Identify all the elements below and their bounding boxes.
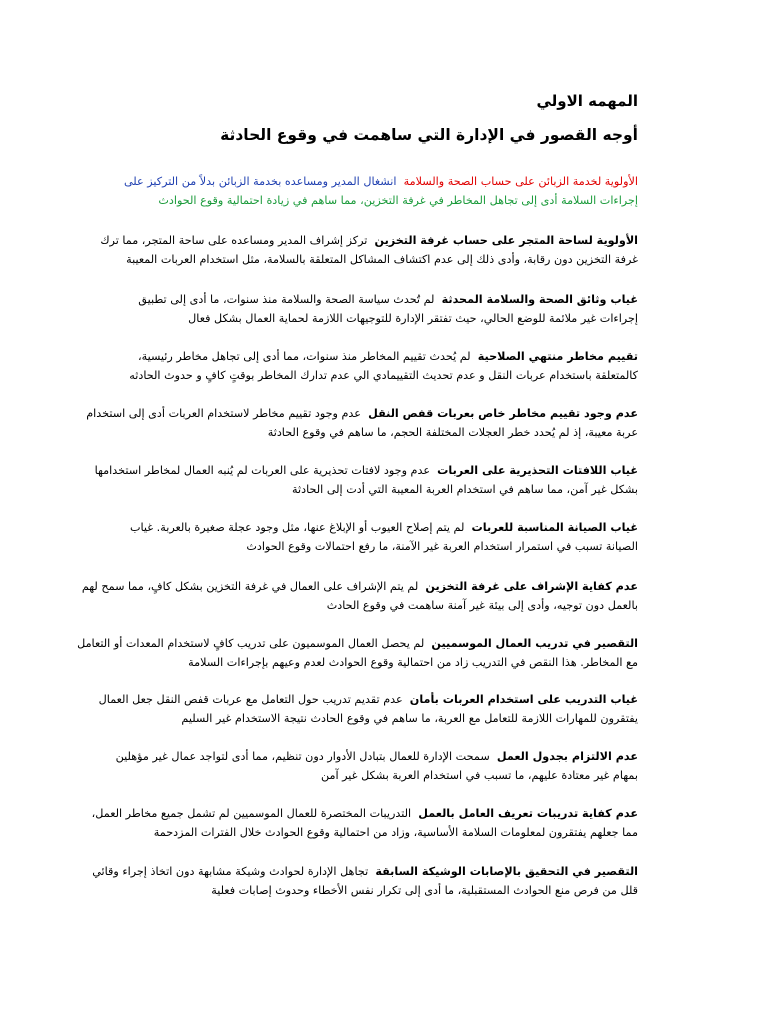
item-line-2: غرفة التخزين دون رقابة، وأدى ذلك إلى عدم اكتشاف المشاكل المتعلقة بالسلامة، مثل استخدام العربات المعيبة bbox=[126, 253, 638, 266]
item-text: تجاهل الإدارة لحوادث وشيكة مشابهة دون اتخاذ إجراء وقائي bbox=[92, 865, 369, 878]
item-line-1 bbox=[81, 577, 638, 596]
item-heading: الأولوية لخدمة الزبائن على حساب الصحة والسلامة bbox=[403, 175, 638, 188]
item-text: عدم وجود لافتات تحذيرية على العربات لم يُنبه العمال لمخاطر استخدامها bbox=[94, 464, 431, 477]
item-heading: الأولوية لساحة المتجر على حساب غرفة التخزين bbox=[374, 234, 638, 247]
item-line-1 bbox=[77, 634, 638, 653]
item-heading: غياب وثائق الصحة والسلامة المحدثة bbox=[441, 293, 638, 306]
list-item bbox=[123, 290, 638, 328]
item-line-2: إجراءات السلامة أدى إلى تجاهل المخاطر في غرفة التخزين، مما ساهم في زيادة احتمالية وقوع الحوادث bbox=[158, 194, 638, 207]
item-line-2: مع المخاطر. هذا النقص في التدريب زاد من احتمالية وقوع الحوادث لعدم وعيهم بإجراءات السلامة bbox=[188, 656, 638, 669]
item-heading: غياب التدريب على استخدام العربات بأمان bbox=[409, 693, 638, 706]
item-line-1 bbox=[98, 690, 638, 709]
item-line-2: بالعمل دون توجيه، وأدى إلى بيئة غير آمنة ساهمت في وقوع الحادث bbox=[326, 599, 638, 612]
list-item bbox=[92, 862, 638, 900]
item-line-2: بشكل غير آمن، مما ساهم في استخدام العربة المعيبة التي أدت إلى الحادثة bbox=[292, 483, 638, 496]
item-line-2: إجراءات غير ملائمة للوضع الحالي، حيث تفتقر الإدارة للتوجيهات اللازمة لحماية العمال بشكل فعال bbox=[188, 312, 638, 325]
item-text: لم يُحدث تقييم المخاطر منذ سنوات، مما أدى إلى تجاهل مخاطر رئيسية، bbox=[137, 350, 471, 363]
list-item bbox=[86, 404, 638, 442]
item-heading: غياب اللافتات التحذيرية على العربات bbox=[437, 464, 638, 477]
item-line-2: مما جعلهم يفتقرون لمعلومات السلامة الأساسية، وزاد من احتمالية وقوع الحوادث خلال الفترات المزدحمة bbox=[153, 826, 638, 839]
list-item bbox=[91, 804, 638, 842]
item-line-1 bbox=[123, 290, 638, 309]
item-line-1 bbox=[123, 172, 638, 191]
item-text: عدم وجود تقييم مخاطر لاستخدام العربات أدى إلى استخدام bbox=[86, 407, 361, 420]
item-heading: التقصير في التحقيق بالإصابات الوشيكة السابقة bbox=[375, 865, 638, 878]
item-text: عدم تقديم تدريب حول التعامل مع عربات قفص النقل جعل العمال bbox=[98, 693, 403, 706]
item-heading: تقييم مخاطر منتهي الصلاحية bbox=[477, 350, 638, 363]
item-heading: عدم وجود تقييم مخاطر خاص بعربات قفص النقل bbox=[368, 407, 638, 420]
item-line-1 bbox=[86, 404, 638, 423]
list-item bbox=[123, 518, 638, 556]
item-line-1 bbox=[91, 804, 638, 823]
item-heading: عدم كفاية الإشراف على غرفة التخزين bbox=[425, 580, 638, 593]
item-line-1 bbox=[123, 518, 638, 537]
item-line-1 bbox=[100, 231, 638, 250]
list-item bbox=[123, 172, 638, 210]
item-line-1 bbox=[123, 347, 638, 366]
list-item bbox=[115, 747, 638, 785]
item-line-1 bbox=[94, 461, 638, 480]
item-line-1 bbox=[92, 862, 638, 881]
list-item bbox=[98, 690, 638, 728]
item-heading: عدم الالتزام بجدول العمل bbox=[496, 750, 638, 763]
item-line-2: كالمتعلقة باستخدام عربات النقل و عدم تحديث التقييمادي الي عدم تدارك المخاطر بوقتٍ كافٍ و حدوث الحادثه bbox=[129, 369, 638, 382]
item-text: تركز إشراف المدير ومساعده على ساحة المتجر، مما ترك bbox=[100, 234, 368, 247]
list-item bbox=[81, 577, 638, 615]
list-item bbox=[77, 634, 638, 672]
item-line-2: بمهام غير معتادة عليهم، ما تسبب في استخدام العربة بشكل غير آمن bbox=[320, 769, 638, 782]
list-item bbox=[123, 347, 638, 385]
item-text: التدريبات المختصرة للعمال الموسميين لم تشمل جميع مخاطر العمل، bbox=[91, 807, 412, 820]
item-line-2: قلل من فرص منع الحوادث المستقبلية، ما أدى إلى تكرار نفس الأخطاء وحدوث إصابات فعلية bbox=[211, 884, 638, 897]
page-subtitle: أوجه القصور في الإدارة التي ساهمت في وقوع الحادثة bbox=[220, 126, 638, 144]
item-text: لم يتم الإشراف على العمال في غرفة التخزين بشكل كافٍ، مما سمح لهم bbox=[81, 580, 419, 593]
item-text: لم تُحدث سياسة الصحة والسلامة منذ سنوات، ما أدى إلى تطبيق bbox=[138, 293, 435, 306]
item-text: لم يحصل العمال الموسميون على تدريب كافٍ لاستخدام المعدات أو التعامل bbox=[77, 637, 425, 650]
item-text: انشغال المدير ومساعده بخدمة الزبائن بدلاً من التركيز على bbox=[123, 175, 397, 188]
item-line-2: يفتقرون للمهارات اللازمة للتعامل مع العربة، ما ساهم في وقوع الحادث نتيجة الاستخدام غير السليم bbox=[181, 712, 638, 725]
item-line-2: عربة معيبة، إذ لم يُحدد خطر العجلات المختلفة الحجم، ما ساهم في وقوع الحادثة bbox=[267, 426, 638, 439]
page-title: المهمه الاولي bbox=[536, 92, 638, 110]
item-heading: عدم كفاية تدريبات تعريف العامل بالعمل bbox=[418, 807, 638, 820]
item-heading: غياب الصيانة المناسبة للعربات bbox=[471, 521, 638, 534]
list-item bbox=[100, 231, 638, 269]
list-item bbox=[94, 461, 638, 499]
item-text: لم يتم إصلاح العيوب أو الإبلاغ عنها، مثل وجود عجلة صغيرة بالعربة. غياب bbox=[129, 521, 465, 534]
item-heading: التقصير في تدريب العمال الموسميين bbox=[431, 637, 638, 650]
item-line-1 bbox=[115, 747, 638, 766]
item-line-2: الصيانة تسبب في استمرار استخدام العربة غير الآمنة، ما رفع احتمالات وقوع الحوادث bbox=[246, 540, 638, 553]
item-text: سمحت الإدارة للعمال بتبادل الأدوار دون تنظيم، مما أدى لتواجد عمال غير مؤهلين bbox=[115, 750, 490, 763]
